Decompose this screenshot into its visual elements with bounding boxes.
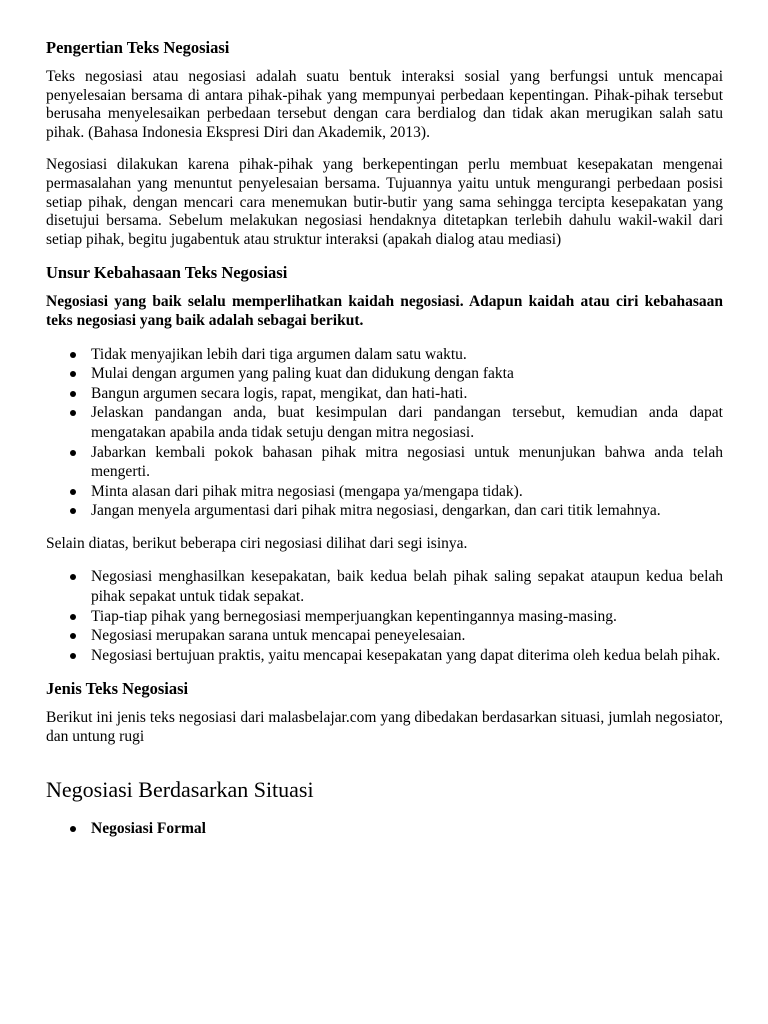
list-ciri-isi <box>46 567 723 665</box>
list-item: Tiap-tiap pihak yang bernegosiasi memperjuangkan kepentingannya masing-masing. <box>46 607 723 627</box>
paragraph-jenis: Berikut ini jenis teks negosiasi dari malasbelajar.com yang dibedakan berdasarkan situasi, jumlah negosiator, dan untung rugi <box>46 709 723 746</box>
list-item: Jelaskan pandangan anda, buat kesimpulan dari pandangan tersebut, kemudian anda dapat mengatakan apabila anda tidak setuju dengan mitra negosiasi. <box>46 403 723 442</box>
list-item: Negosiasi menghasilkan kesepakatan, baik kedua belah pihak saling sepakat ataupun kedua belah pihak sepakat untuk tidak sepakat. <box>46 567 723 606</box>
heading-unsur: Unsur Kebahasaan Teks Negosiasi <box>46 263 288 283</box>
paragraph-unsur-intro: Negosiasi yang baik selalu memperlihatkan kaidah negosiasi. Adapun kaidah atau ciri kebahasaan teks negosiasi yang baik adalah sebagai berikut. <box>46 293 723 329</box>
list-item: Minta alasan dari pihak mitra negosiasi (mengapa ya/mengapa tidak). <box>46 482 723 502</box>
list-item: Bangun argumen secara logis, rapat, mengikat, dan hati-hati. <box>46 384 723 404</box>
heading-pengertian: Pengertian Teks Negosiasi <box>46 38 230 57</box>
list-item: Mulai dengan argumen yang paling kuat dan didukung dengan fakta <box>46 364 723 384</box>
list-situasi <box>46 819 723 839</box>
paragraph-pengertian-1: Teks negosiasi atau negosiasi adalah suatu bentuk interaksi sosial yang berfungsi untuk mencapai penyelesaian bersama di antara pihak-pihak yang mempunyai perbedaan kepentingan. Pihak-pihak tersebut berusaha menyelesaikan perbedaan tersebut dengan cara berdialog dan tidak akan merugikan salah satu pihak. (Bahasa Indonesia Ekspresi Diri dan Akademik, 2013). <box>46 68 723 141</box>
list-item: Negosiasi bertujuan praktis, yaitu mencapai kesepakatan yang dapat diterima oleh kedua belah pihak. <box>46 646 723 666</box>
list-item: Jabarkan kembali pokok bahasan pihak mitra negosiasi untuk menunjukan bahwa anda telah mengerti. <box>46 443 723 482</box>
list-kaidah <box>46 345 723 521</box>
paragraph-unsur-outro: Selain diatas, berikut beberapa ciri negosiasi dilihat dari segi isinya. <box>46 534 468 552</box>
list-item: Jangan menyela argumentasi dari pihak mitra negosiasi, dengarkan, dan cari titik lemahnya. <box>46 501 723 521</box>
list-item: Tidak menyajikan lebih dari tiga argumen dalam satu waktu. <box>46 345 723 365</box>
heading-situasi: Negosiasi Berdasarkan Situasi <box>46 776 314 802</box>
list-item: Negosiasi merupakan sarana untuk mencapai peneyelesaian. <box>46 626 723 646</box>
heading-jenis: Jenis Teks Negosiasi <box>46 679 189 699</box>
paragraph-pengertian-2: Negosiasi dilakukan karena pihak-pihak yang berkepentingan perlu membuat kesepakatan mengenai permasalahan yang menuntut penyelesaian bersama. Tujuannya yaitu untuk mengurangi perbedaan posisi setiap pihak, dengan mencari cara menemukan butir-butir yang sama sehingga tercipta kesepakatan yang disetujui bersama. Sebelum melakukan negosiasi hendaknya ditetapkan terlebih dahulu wakil-wakil dari setiap pihak, begitu jugabentuk atau struktur interaksi (apakah dialog atau mediasi) <box>46 156 723 248</box>
list-item: Negosiasi Formal <box>46 819 723 839</box>
